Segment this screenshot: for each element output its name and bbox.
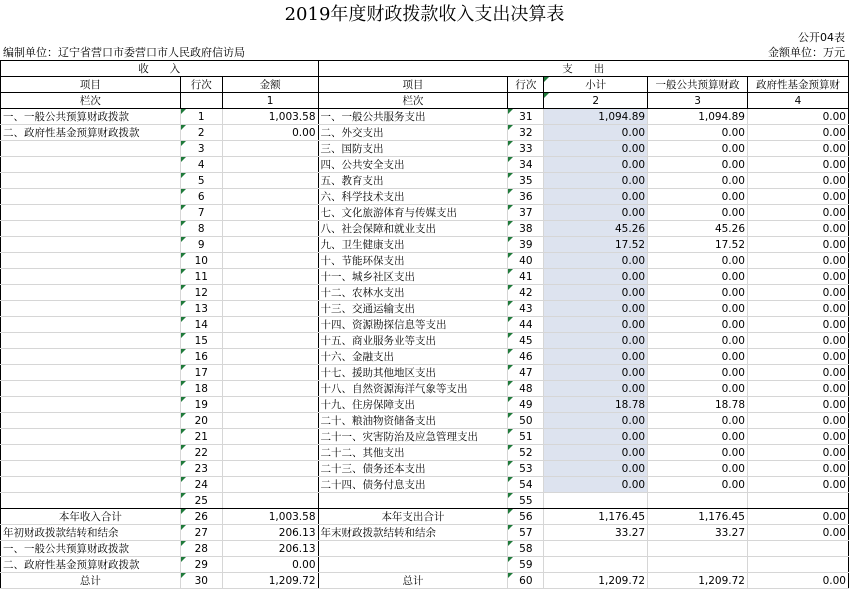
expense-rowno-cell[interactable]: 43: [508, 301, 544, 317]
gov-fund-cell[interactable]: 0.00: [748, 509, 849, 525]
table-row: [1, 205, 849, 221]
subtotal-cell[interactable]: 0.00: [544, 365, 648, 381]
general-budget-cell[interactable]: [648, 557, 748, 573]
table-row: [1, 349, 849, 365]
income-amount-cell[interactable]: [222, 397, 318, 413]
general-budget-cell[interactable]: 0.00: [648, 445, 748, 461]
general-budget-cell[interactable]: 0.00: [648, 429, 748, 445]
general-budget-cell[interactable]: 0.00: [648, 333, 748, 349]
income-amount-cell[interactable]: [222, 157, 318, 173]
general-budget-cell[interactable]: 0.00: [648, 317, 748, 333]
expense-rowno-cell[interactable]: 47: [508, 365, 544, 381]
table-row: [1, 109, 849, 125]
expense-item-cell[interactable]: 二十四、债务付息支出: [318, 477, 508, 493]
expense-rowno-header[interactable]: 行次: [508, 77, 544, 93]
table-row: [1, 413, 849, 429]
subtotal-cell[interactable]: 45.26: [544, 221, 648, 237]
income-item-cell[interactable]: [1, 173, 181, 189]
table-row: [1, 333, 849, 349]
gov-fund-cell[interactable]: 0.00: [748, 157, 849, 173]
expense-rowno-cell[interactable]: 33: [508, 141, 544, 157]
income-amount-cell[interactable]: [222, 349, 318, 365]
table-row: [1, 541, 849, 557]
general-budget-cell[interactable]: 1,209.72: [648, 573, 748, 589]
expense-item-header[interactable]: 项目: [318, 77, 508, 93]
income-item-cell[interactable]: [1, 285, 181, 301]
subtotal-cell[interactable]: 0.00: [544, 285, 648, 301]
expense-item-cell[interactable]: 十三、交通运输支出: [318, 301, 508, 317]
general-budget-cell[interactable]: 1,094.89: [648, 109, 748, 125]
gov-fund-cell[interactable]: 0.00: [748, 285, 849, 301]
expense-item-cell[interactable]: 二十二、其他支出: [318, 445, 508, 461]
gov-fund-cell[interactable]: 0.00: [748, 381, 849, 397]
income-item-cell[interactable]: [1, 205, 181, 221]
income-amount-cell[interactable]: [222, 269, 318, 285]
subtotal-cell[interactable]: 0.00: [544, 317, 648, 333]
form-code: 公开04表: [798, 31, 845, 44]
income-amount-cell[interactable]: [222, 413, 318, 429]
gov-fund-cell[interactable]: 0.00: [748, 173, 849, 189]
income-section-header[interactable]: 收 入: [1, 61, 319, 77]
expense-item-cell[interactable]: 四、公共安全支出: [318, 157, 508, 173]
income-rowno-cell[interactable]: 6: [180, 189, 222, 205]
column-label-left[interactable]: 栏次: [1, 93, 181, 109]
income-item-cell[interactable]: [1, 349, 181, 365]
general-budget-cell[interactable]: 1,176.45: [648, 509, 748, 525]
subtotal-cell[interactable]: 0.00: [544, 157, 648, 173]
expense-item-cell[interactable]: 十二、农林水支出: [318, 285, 508, 301]
income-rowno-cell[interactable]: 5: [180, 173, 222, 189]
gov-fund-cell[interactable]: 0.00: [748, 317, 849, 333]
income-item-cell[interactable]: 一、一般公共预算财政拨款: [1, 541, 181, 557]
income-rowno-cell[interactable]: 7: [180, 205, 222, 221]
column-number-2[interactable]: 2: [544, 93, 648, 109]
expense-rowno-cell[interactable]: 45: [508, 333, 544, 349]
income-amount-cell[interactable]: [222, 445, 318, 461]
general-budget-cell[interactable]: 0.00: [648, 301, 748, 317]
expense-rowno-cell[interactable]: 50: [508, 413, 544, 429]
table-row: [1, 493, 849, 509]
subtotal-cell[interactable]: 33.27: [544, 525, 648, 541]
income-amount-cell[interactable]: [222, 221, 318, 237]
income-amount-cell[interactable]: 0.00: [222, 557, 318, 573]
currency-label: 金额单位：万元: [768, 46, 845, 59]
expense-rowno-cell[interactable]: 60: [508, 573, 544, 589]
general-budget-cell[interactable]: 33.27: [648, 525, 748, 541]
income-item-cell[interactable]: [1, 429, 181, 445]
expense-item-cell[interactable]: 九、卫生健康支出: [318, 237, 508, 253]
income-item-cell[interactable]: [1, 413, 181, 429]
general-budget-cell[interactable]: 0.00: [648, 173, 748, 189]
gov-fund-cell[interactable]: 0.00: [748, 573, 849, 589]
subtotal-cell[interactable]: 0.00: [544, 461, 648, 477]
subtotal-cell[interactable]: 0.00: [544, 477, 648, 493]
subtotal-cell[interactable]: 0.00: [544, 429, 648, 445]
subtotal-cell[interactable]: 0.00: [544, 189, 648, 205]
subtotal-cell[interactable]: 0.00: [544, 413, 648, 429]
income-rowno-cell[interactable]: 10: [180, 253, 222, 269]
subtotal-cell[interactable]: [544, 493, 648, 509]
subtotal-cell[interactable]: 1,209.72: [544, 573, 648, 589]
table-row: [1, 269, 849, 285]
table-row: [1, 557, 849, 573]
expense-item-cell[interactable]: 五、教育支出: [318, 173, 508, 189]
table-row: [1, 285, 849, 301]
gov-fund-cell[interactable]: [748, 557, 849, 573]
general-budget-cell[interactable]: 0.00: [648, 141, 748, 157]
general-budget-cell[interactable]: 0.00: [648, 253, 748, 269]
expense-item-cell[interactable]: 十、节能环保支出: [318, 253, 508, 269]
expense-rowno-cell[interactable]: 56: [508, 509, 544, 525]
income-amount-cell[interactable]: [222, 141, 318, 157]
income-rowno-cell[interactable]: 12: [180, 285, 222, 301]
table-row: [1, 141, 849, 157]
income-item-cell[interactable]: 二、政府性基金预算财政拨款: [1, 125, 181, 141]
income-rowno-cell[interactable]: 21: [180, 429, 222, 445]
gov-fund-cell[interactable]: 0.00: [748, 141, 849, 157]
general-budget-cell[interactable]: 45.26: [648, 221, 748, 237]
expense-item-cell[interactable]: [318, 557, 508, 573]
settlement-table: [0, 60, 849, 589]
subtotal-cell[interactable]: 0.00: [544, 253, 648, 269]
income-rowno-cell[interactable]: 20: [180, 413, 222, 429]
subtotal-cell[interactable]: 0.00: [544, 205, 648, 221]
income-item-cell[interactable]: [1, 253, 181, 269]
income-amount-cell[interactable]: 1,003.58: [222, 509, 318, 525]
income-item-cell[interactable]: [1, 333, 181, 349]
income-item-cell[interactable]: [1, 157, 181, 173]
income-rowno-cell[interactable]: 13: [180, 301, 222, 317]
gov-fund-cell[interactable]: 0.00: [748, 253, 849, 269]
expense-item-cell[interactable]: 十七、援助其他地区支出: [318, 365, 508, 381]
gov-fund-cell[interactable]: 0.00: [748, 221, 849, 237]
subtotal-cell[interactable]: 0.00: [544, 381, 648, 397]
expense-rowno-cell[interactable]: 54: [508, 477, 544, 493]
income-item-cell[interactable]: [1, 445, 181, 461]
expense-rowno-cell[interactable]: 48: [508, 381, 544, 397]
expense-rowno-cell[interactable]: 35: [508, 173, 544, 189]
expense-item-cell[interactable]: 十一、城乡社区支出: [318, 269, 508, 285]
income-item-cell[interactable]: 年初财政拨款结转和结余: [1, 525, 181, 541]
income-item-cell[interactable]: [1, 301, 181, 317]
income-amount-cell[interactable]: [222, 285, 318, 301]
column-label-right[interactable]: 栏次: [318, 93, 508, 109]
subtotal-cell[interactable]: [544, 541, 648, 557]
column-number-1[interactable]: 1: [222, 93, 318, 109]
expense-rowno-cell[interactable]: 44: [508, 317, 544, 333]
gov-fund-header[interactable]: 政府性基金预算财: [748, 77, 849, 93]
table-row: [1, 365, 849, 381]
income-item-cell[interactable]: 本年收入合计: [1, 509, 181, 525]
income-item-cell[interactable]: [1, 397, 181, 413]
income-rowno-cell[interactable]: 28: [180, 541, 222, 557]
general-budget-cell[interactable]: 0.00: [648, 461, 748, 477]
income-rowno-cell[interactable]: 17: [180, 365, 222, 381]
column-blank-1[interactable]: [180, 93, 222, 109]
expense-rowno-cell[interactable]: 36: [508, 189, 544, 205]
income-rowno-cell[interactable]: 15: [180, 333, 222, 349]
expense-rowno-cell[interactable]: 46: [508, 349, 544, 365]
expense-item-cell[interactable]: 二十、粮油物资储备支出: [318, 413, 508, 429]
income-amount-cell[interactable]: [222, 333, 318, 349]
income-rowno-cell[interactable]: 2: [180, 125, 222, 141]
income-amount-cell[interactable]: 1,209.72: [222, 573, 318, 589]
expense-rowno-cell[interactable]: 39: [508, 237, 544, 253]
income-rowno-header[interactable]: 行次: [180, 77, 222, 93]
gov-fund-cell[interactable]: [748, 541, 849, 557]
expense-item-cell[interactable]: 八、社会保障和就业支出: [318, 221, 508, 237]
income-rowno-cell[interactable]: 19: [180, 397, 222, 413]
income-item-cell[interactable]: 总计: [1, 573, 181, 589]
income-amount-cell[interactable]: 1,003.58: [222, 109, 318, 125]
income-amount-cell[interactable]: 206.13: [222, 541, 318, 557]
column-number-4[interactable]: 4: [748, 93, 849, 109]
gov-fund-cell[interactable]: 0.00: [748, 461, 849, 477]
income-amount-cell[interactable]: [222, 173, 318, 189]
general-budget-cell[interactable]: 17.52: [648, 237, 748, 253]
income-rowno-cell[interactable]: 27: [180, 525, 222, 541]
table-row: [1, 157, 849, 173]
gov-fund-cell[interactable]: 0.00: [748, 109, 849, 125]
income-amount-cell[interactable]: [222, 189, 318, 205]
general-budget-cell[interactable]: [648, 493, 748, 509]
subtotal-cell[interactable]: 0.00: [544, 333, 648, 349]
table-row: [1, 173, 849, 189]
general-budget-cell[interactable]: 0.00: [648, 125, 748, 141]
gov-fund-cell[interactable]: 0.00: [748, 429, 849, 445]
expense-item-cell[interactable]: 十六、金融支出: [318, 349, 508, 365]
expense-rowno-cell[interactable]: 41: [508, 269, 544, 285]
income-rowno-cell[interactable]: 4: [180, 157, 222, 173]
gov-fund-cell[interactable]: 0.00: [748, 301, 849, 317]
expense-rowno-cell[interactable]: 57: [508, 525, 544, 541]
expense-section-header[interactable]: 支 出: [318, 61, 848, 77]
expense-item-cell[interactable]: 三、国防支出: [318, 141, 508, 157]
expense-rowno-cell[interactable]: 51: [508, 429, 544, 445]
income-item-cell[interactable]: [1, 493, 181, 509]
table-row: [1, 461, 849, 477]
income-amount-cell[interactable]: 0.00: [222, 125, 318, 141]
expense-rowno-cell[interactable]: 32: [508, 125, 544, 141]
table-row: [1, 317, 849, 333]
gov-fund-cell[interactable]: 0.00: [748, 397, 849, 413]
income-amount-cell[interactable]: [222, 493, 318, 509]
table-row: [1, 525, 849, 541]
income-rowno-cell[interactable]: 8: [180, 221, 222, 237]
gov-fund-cell[interactable]: 0.00: [748, 445, 849, 461]
income-item-cell[interactable]: [1, 477, 181, 493]
gov-fund-cell[interactable]: 0.00: [748, 333, 849, 349]
table-row: [1, 253, 849, 269]
column-blank-2[interactable]: [508, 93, 544, 109]
unit-label: 编制单位：辽宁省营口市委营口市人民政府信访局: [3, 46, 245, 59]
table-row: [1, 189, 849, 205]
expense-rowno-cell[interactable]: 31: [508, 109, 544, 125]
income-amount-cell[interactable]: [222, 365, 318, 381]
expense-item-cell[interactable]: 二、外交支出: [318, 125, 508, 141]
subtotal-cell[interactable]: 0.00: [544, 141, 648, 157]
general-budget-header[interactable]: 一般公共预算财政: [648, 77, 748, 93]
expense-rowno-cell[interactable]: 34: [508, 157, 544, 173]
income-amount-header[interactable]: 金额: [222, 77, 318, 93]
income-rowno-cell[interactable]: 11: [180, 269, 222, 285]
table-row: [1, 381, 849, 397]
income-amount-cell[interactable]: 206.13: [222, 525, 318, 541]
income-item-cell[interactable]: [1, 317, 181, 333]
gov-fund-cell[interactable]: 0.00: [748, 205, 849, 221]
income-rowno-cell[interactable]: 29: [180, 557, 222, 573]
income-amount-cell[interactable]: [222, 461, 318, 477]
subtotal-cell[interactable]: 1,094.89: [544, 109, 648, 125]
expense-rowno-cell[interactable]: 53: [508, 461, 544, 477]
expense-item-cell[interactable]: [318, 541, 508, 557]
subtotal-cell[interactable]: 0.00: [544, 349, 648, 365]
general-budget-cell[interactable]: 18.78: [648, 397, 748, 413]
general-budget-cell[interactable]: 0.00: [648, 269, 748, 285]
table-row: [1, 429, 849, 445]
subtotal-header[interactable]: 小计: [544, 77, 648, 93]
general-budget-cell[interactable]: 0.00: [648, 189, 748, 205]
income-rowno-cell[interactable]: 24: [180, 477, 222, 493]
subtotal-cell[interactable]: 17.52: [544, 237, 648, 253]
expense-rowno-cell[interactable]: 52: [508, 445, 544, 461]
table-row: [1, 221, 849, 237]
table-row: [1, 477, 849, 493]
gov-fund-cell[interactable]: 0.00: [748, 237, 849, 253]
income-amount-cell[interactable]: [222, 253, 318, 269]
general-budget-cell[interactable]: 0.00: [648, 365, 748, 381]
expense-item-cell[interactable]: 二十三、债务还本支出: [318, 461, 508, 477]
column-number-3[interactable]: 3: [648, 93, 748, 109]
income-amount-cell[interactable]: [222, 477, 318, 493]
subtotal-cell[interactable]: 0.00: [544, 125, 648, 141]
income-rowno-cell[interactable]: 14: [180, 317, 222, 333]
income-rowno-cell[interactable]: 22: [180, 445, 222, 461]
expense-item-cell[interactable]: 总计: [318, 573, 508, 589]
gov-fund-cell[interactable]: 0.00: [748, 269, 849, 285]
table-row: [1, 509, 849, 525]
table-row: [1, 573, 849, 589]
gov-fund-cell[interactable]: 0.00: [748, 189, 849, 205]
expense-rowno-cell[interactable]: 40: [508, 253, 544, 269]
table-row: [1, 445, 849, 461]
subtotal-cell[interactable]: 0.00: [544, 173, 648, 189]
general-budget-cell[interactable]: 0.00: [648, 157, 748, 173]
expense-item-cell[interactable]: 二十一、灾害防治及应急管理支出: [318, 429, 508, 445]
gov-fund-cell[interactable]: 0.00: [748, 477, 849, 493]
general-budget-cell[interactable]: 0.00: [648, 205, 748, 221]
table-row: [1, 301, 849, 317]
gov-fund-cell[interactable]: 0.00: [748, 349, 849, 365]
expense-item-cell[interactable]: 十八、自然资源海洋气象等支出: [318, 381, 508, 397]
income-rowno-cell[interactable]: 25: [180, 493, 222, 509]
general-budget-cell[interactable]: 0.00: [648, 349, 748, 365]
report-title: 2019年度财政拨款收入支出决算表: [284, 4, 565, 25]
income-item-cell[interactable]: [1, 461, 181, 477]
expense-item-cell[interactable]: 十九、住房保障支出: [318, 397, 508, 413]
general-budget-cell[interactable]: [648, 541, 748, 557]
subtotal-cell[interactable]: 0.00: [544, 445, 648, 461]
income-rowno-cell[interactable]: 16: [180, 349, 222, 365]
gov-fund-cell[interactable]: 0.00: [748, 525, 849, 541]
expense-item-cell[interactable]: 本年支出合计: [318, 509, 508, 525]
subtotal-cell[interactable]: [544, 557, 648, 573]
table-row: [1, 125, 849, 141]
gov-fund-cell[interactable]: 0.00: [748, 125, 849, 141]
subtotal-cell[interactable]: 1,176.45: [544, 509, 648, 525]
subtotal-cell[interactable]: 0.00: [544, 301, 648, 317]
income-amount-cell[interactable]: [222, 301, 318, 317]
income-item-cell[interactable]: [1, 221, 181, 237]
income-amount-cell[interactable]: [222, 317, 318, 333]
expense-rowno-cell[interactable]: 55: [508, 493, 544, 509]
income-item-cell[interactable]: [1, 269, 181, 285]
expense-item-cell[interactable]: 六、科学技术支出: [318, 189, 508, 205]
general-budget-cell[interactable]: 0.00: [648, 413, 748, 429]
expense-item-cell[interactable]: 七、文化旅游体育与传媒支出: [318, 205, 508, 221]
gov-fund-cell[interactable]: [748, 493, 849, 509]
gov-fund-cell[interactable]: 0.00: [748, 413, 849, 429]
expense-item-cell[interactable]: 十五、商业服务业等支出: [318, 333, 508, 349]
income-item-cell[interactable]: [1, 381, 181, 397]
expense-item-cell[interactable]: 十四、资源勘探信息等支出: [318, 317, 508, 333]
income-item-header[interactable]: 项目: [1, 77, 181, 93]
expense-item-cell[interactable]: 年末财政拨款结转和结余: [318, 525, 508, 541]
income-rowno-cell[interactable]: 1: [180, 109, 222, 125]
income-item-cell[interactable]: 一、一般公共预算财政拨款: [1, 109, 181, 125]
income-amount-cell[interactable]: [222, 237, 318, 253]
income-rowno-cell[interactable]: 3: [180, 141, 222, 157]
gov-fund-cell[interactable]: 0.00: [748, 365, 849, 381]
income-rowno-cell[interactable]: 18: [180, 381, 222, 397]
expense-rowno-cell[interactable]: 37: [508, 205, 544, 221]
expense-rowno-cell[interactable]: 59: [508, 557, 544, 573]
expense-rowno-cell[interactable]: 42: [508, 285, 544, 301]
subtotal-cell[interactable]: 18.78: [544, 397, 648, 413]
income-rowno-cell[interactable]: 26: [180, 509, 222, 525]
expense-rowno-cell[interactable]: 49: [508, 397, 544, 413]
expense-item-cell[interactable]: 一、一般公共服务支出: [318, 109, 508, 125]
income-item-cell[interactable]: [1, 141, 181, 157]
income-item-cell[interactable]: [1, 189, 181, 205]
general-budget-cell[interactable]: 0.00: [648, 477, 748, 493]
table-row: [1, 397, 849, 413]
income-rowno-cell[interactable]: 23: [180, 461, 222, 477]
income-item-cell[interactable]: [1, 365, 181, 381]
table-row: [1, 237, 849, 253]
expense-item-cell[interactable]: [318, 493, 508, 509]
income-amount-cell[interactable]: [222, 429, 318, 445]
general-budget-cell[interactable]: 0.00: [648, 285, 748, 301]
income-rowno-cell[interactable]: 30: [180, 573, 222, 589]
income-rowno-cell[interactable]: 9: [180, 237, 222, 253]
income-item-cell[interactable]: [1, 237, 181, 253]
income-item-cell[interactable]: 二、政府性基金预算财政拨款: [1, 557, 181, 573]
subtotal-cell[interactable]: 0.00: [544, 269, 648, 285]
expense-rowno-cell[interactable]: 58: [508, 541, 544, 557]
income-amount-cell[interactable]: [222, 205, 318, 221]
general-budget-cell[interactable]: 0.00: [648, 381, 748, 397]
income-amount-cell[interactable]: [222, 381, 318, 397]
expense-rowno-cell[interactable]: 38: [508, 221, 544, 237]
